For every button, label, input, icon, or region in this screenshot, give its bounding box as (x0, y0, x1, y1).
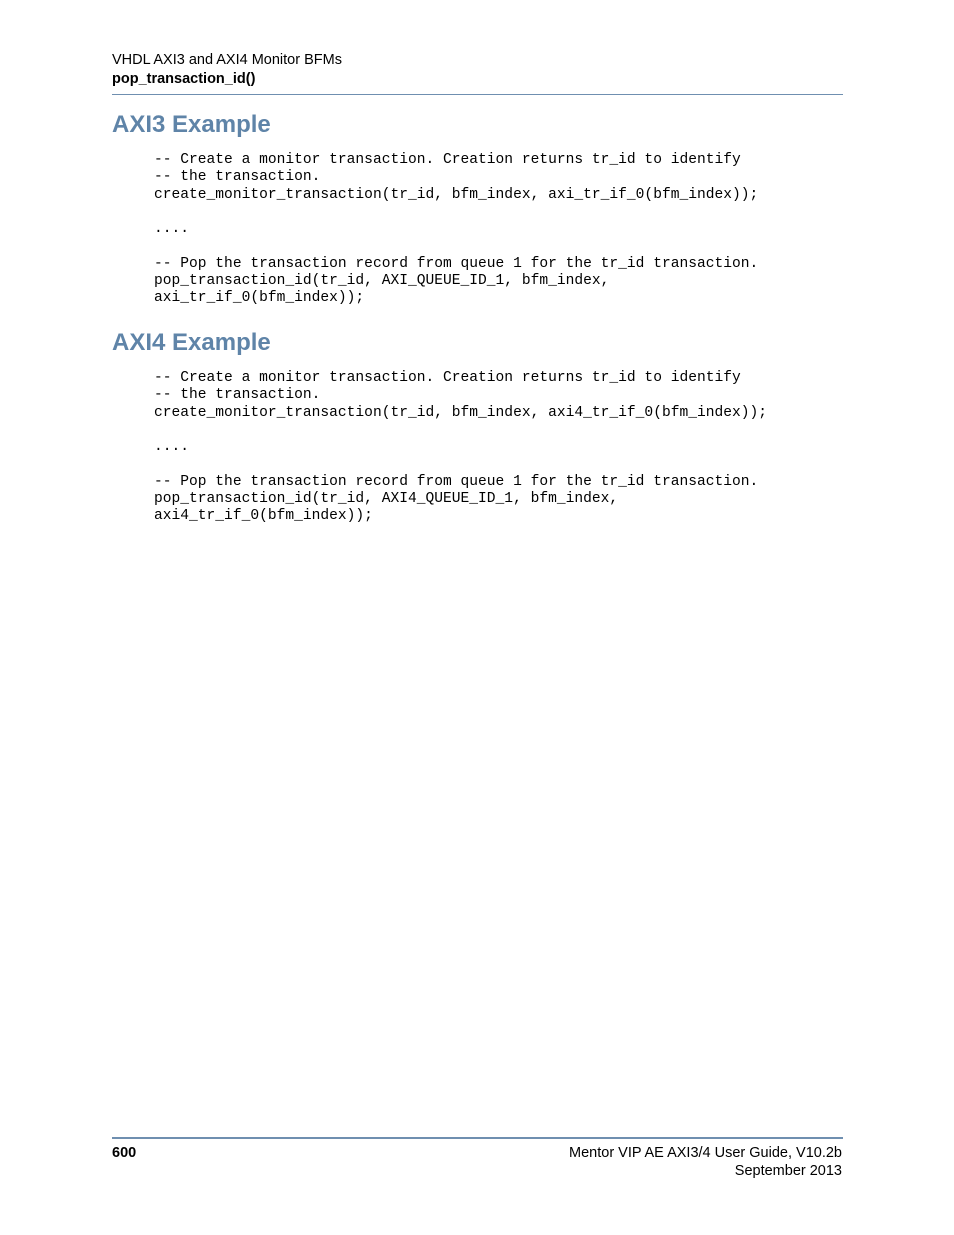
code-line: axi4_tr_if_0(bfm_index)); (154, 508, 373, 525)
guide-title: Mentor VIP AE AXI3/4 User Guide, V10.2b (569, 1145, 842, 1161)
page-header (112, 51, 843, 89)
code-line (154, 238, 758, 255)
code-line (154, 422, 767, 439)
code-line: pop_transaction_id(tr_id, AXI4_QUEUE_ID_1, bfm_index, (154, 491, 619, 508)
code-line: pop_transaction_id(tr_id, AXI_QUEUE_ID_1, bfm_index, (154, 273, 610, 290)
page-number: 600 (112, 1145, 137, 1161)
header-divider (112, 94, 843, 95)
code-line (154, 204, 758, 221)
code-line: .... (154, 439, 190, 456)
code-line: -- Create a monitor transaction. Creation returns tr_id to identify (154, 370, 741, 386)
axi3-code-block (154, 152, 758, 308)
axi4-code-block (154, 370, 767, 526)
header-subtitle: pop_transaction_id() (112, 71, 256, 87)
code-line: -- Pop the transaction record from queue 1 for the tr_id transaction. (154, 473, 759, 490)
code-line: create_monitor_transaction(tr_id, bfm_index, axi_tr_if_0(bfm_index)); (154, 186, 759, 203)
code-line: -- the transaction. (154, 169, 321, 186)
code-line (154, 456, 767, 473)
code-line: create_monitor_transaction(tr_id, bfm_index, axi4_tr_if_0(bfm_index)); (154, 404, 768, 421)
footer-info (569, 1144, 842, 1180)
code-line: .... (154, 221, 190, 238)
code-line: -- Create a monitor transaction. Creation returns tr_id to identify (154, 152, 741, 168)
axi3-example-heading: AXI3 Example (112, 111, 271, 138)
code-line: -- the transaction. (154, 387, 321, 404)
code-line: axi_tr_if_0(bfm_index)); (154, 290, 365, 307)
code-line: -- Pop the transaction record from queue 1 for the tr_id transaction. (154, 255, 759, 272)
header-title: VHDL AXI3 and AXI4 Monitor BFMs (112, 52, 342, 68)
publication-date: September 2013 (734, 1163, 842, 1179)
footer-divider (112, 1137, 843, 1139)
axi4-example-heading: AXI4 Example (112, 329, 271, 356)
